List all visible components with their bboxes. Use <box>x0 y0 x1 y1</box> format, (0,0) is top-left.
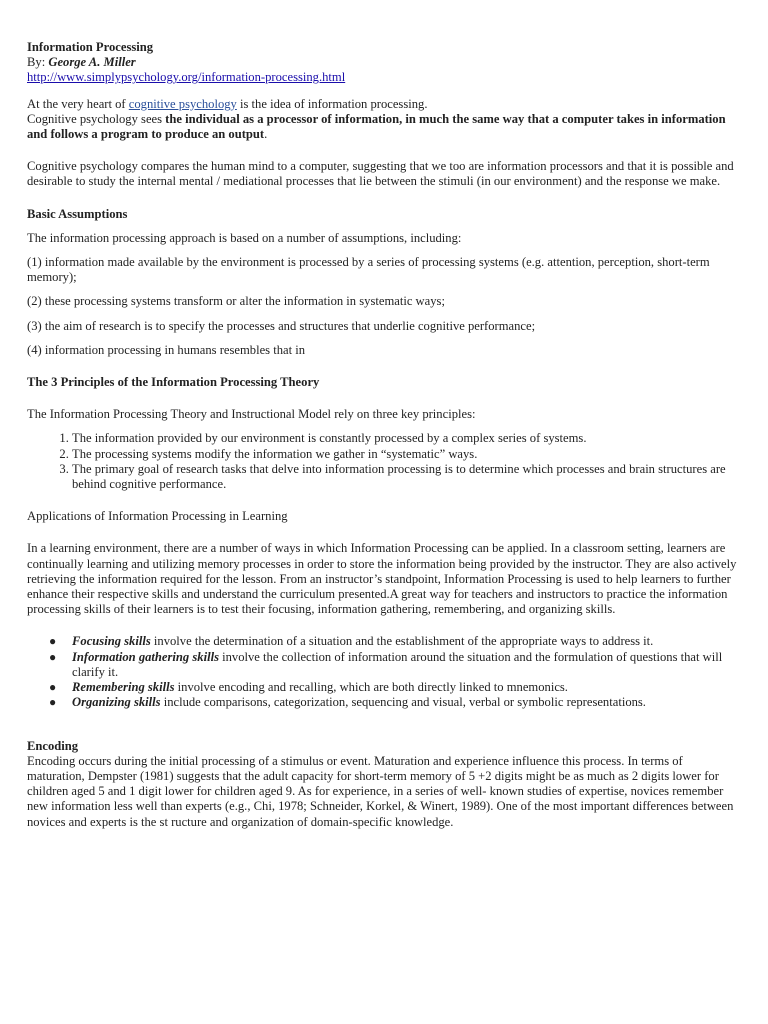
skill-description: involve the determination of a situation and the establishment of the appropriate ways to address it. <box>150 634 654 649</box>
skill-item <box>49 695 742 710</box>
source-url-link[interactable]: http://www.simplypsychology.org/information-processing.html <box>27 70 346 85</box>
encoding-line-1: Encoding occurs during the initial processing of a stimulus or event. Maturation and experience influence this process. In terms of <box>27 753 683 768</box>
bullet-icon: ● <box>49 634 57 649</box>
document-page <box>27 40 742 830</box>
skill-item <box>49 680 742 695</box>
basic-assumptions-heading: Basic Assumptions <box>27 206 128 221</box>
applications-heading: Applications of Information Processing in Learning <box>27 509 288 524</box>
intro-text: . <box>264 127 268 142</box>
principle-item: 2. The processing systems modify the information we gather in “systematic” ways. <box>72 447 742 462</box>
encoding-heading: Encoding <box>27 738 79 753</box>
assumption-item: (2) these processing systems transform or alter the information in systematic ways; <box>27 294 445 309</box>
principle-item: 3. The primary goal of research tasks that delve into information processing is to determine which processes and brain structures are behind cognitive performance. <box>72 462 742 492</box>
principles-lead: The Information Processing Theory and Instructional Model rely on three key principles: <box>27 407 476 422</box>
intro-paragraph-1 <box>27 97 742 112</box>
skill-description: involve encoding and recalling, which are both directly linked to mnemonics. <box>174 680 568 695</box>
skill-item <box>49 634 742 649</box>
byline <box>27 55 742 70</box>
skill-description: include comparisons, categorization, sequencing and visual, verbal or symbolic representations. <box>160 695 646 710</box>
skill-description: involve the collection of information around the situation and the formulation of questions that will clarify it. <box>72 649 723 679</box>
bullet-icon: ● <box>49 695 57 710</box>
skill-term: Organizing skills <box>72 695 161 710</box>
intro-text: Cognitive psychology sees <box>27 111 166 126</box>
skill-term: Information gathering skills <box>72 649 219 664</box>
skill-term: Remembering skills <box>72 680 175 695</box>
assumption-item: (3) the aim of research is to specify the processes and structures that underlie cognitive performance; <box>27 318 536 333</box>
skill-term: Focusing skills <box>72 634 151 649</box>
principles-list <box>27 431 742 492</box>
assumption-item: (1) information made available by the environment is processed by a series of processing systems (e.g. attention, perception, short-term memory); <box>27 255 710 285</box>
cognitive-psychology-link[interactable]: cognitive psychology <box>128 96 237 111</box>
encoding-line-3: children aged 5 and 1 digit lower for children aged 9. As for experience, in a series of well- known studies of expertise, novices remember new information less well than experts (e.g., Chi, 1978; Schneider, Korkel, & Winert, 1989). One of the most important differences between novices and experts is the st ructure and organization of domain-specific knowledge. <box>27 784 734 829</box>
bullet-icon: ● <box>49 680 57 695</box>
bullet-icon: ● <box>49 649 57 664</box>
assumptions-lead: The information processing approach is based on a number of assumptions, including: <box>27 230 462 245</box>
assumption-item: (4) information processing in humans resembles that in <box>27 342 306 357</box>
document-title: Information Processing <box>27 40 154 54</box>
applications-body: In a learning environment, there are a number of ways in which Information Processing can be applied. In a classroom setting, learners are continually learning and utilizing memory processes in order to store the information being provided by the instructor. They are also actively retrieving the information required for the lesson. From an instructor’s standpoint, Information Processing is used to help learners to further enhance their respective skills and understand the curriculum presented.A great way for teachers and instructors to practice the information processing skills of their learners is to test their focusing, information gathering, remembering, and organizing skills. <box>27 541 737 617</box>
intro-text: is the idea of information processing. <box>236 96 428 111</box>
principles-heading: The 3 Principles of the Information Processing Theory <box>27 375 320 390</box>
intro-text: At the very heart of <box>27 96 129 111</box>
encoding-line-2: maturation, Dempster (1981) suggests that the adult capacity for short-term memory of 5 +2 digits might be as much as 2 digits lower for <box>27 768 719 783</box>
intro-paragraph-2 <box>27 112 742 142</box>
byline-prefix: By: <box>27 55 49 70</box>
intro-bold-text: the individual as a processor of information, in much the same way that a computer takes in information and follows a program to produce an output <box>27 111 726 142</box>
skill-item <box>49 649 742 680</box>
author-name: George A. Miller <box>48 55 136 70</box>
skills-list <box>27 634 742 710</box>
principle-item: 1. The information provided by our environment is constantly processed by a complex series of systems. <box>72 431 742 446</box>
intro-paragraph-3: Cognitive psychology compares the human mind to a computer, suggesting that we too are information processors and that it is possible and desirable to study the internal mental / mediational processes that lie between the stimuli (in our environment) and the response we make. <box>27 159 734 189</box>
